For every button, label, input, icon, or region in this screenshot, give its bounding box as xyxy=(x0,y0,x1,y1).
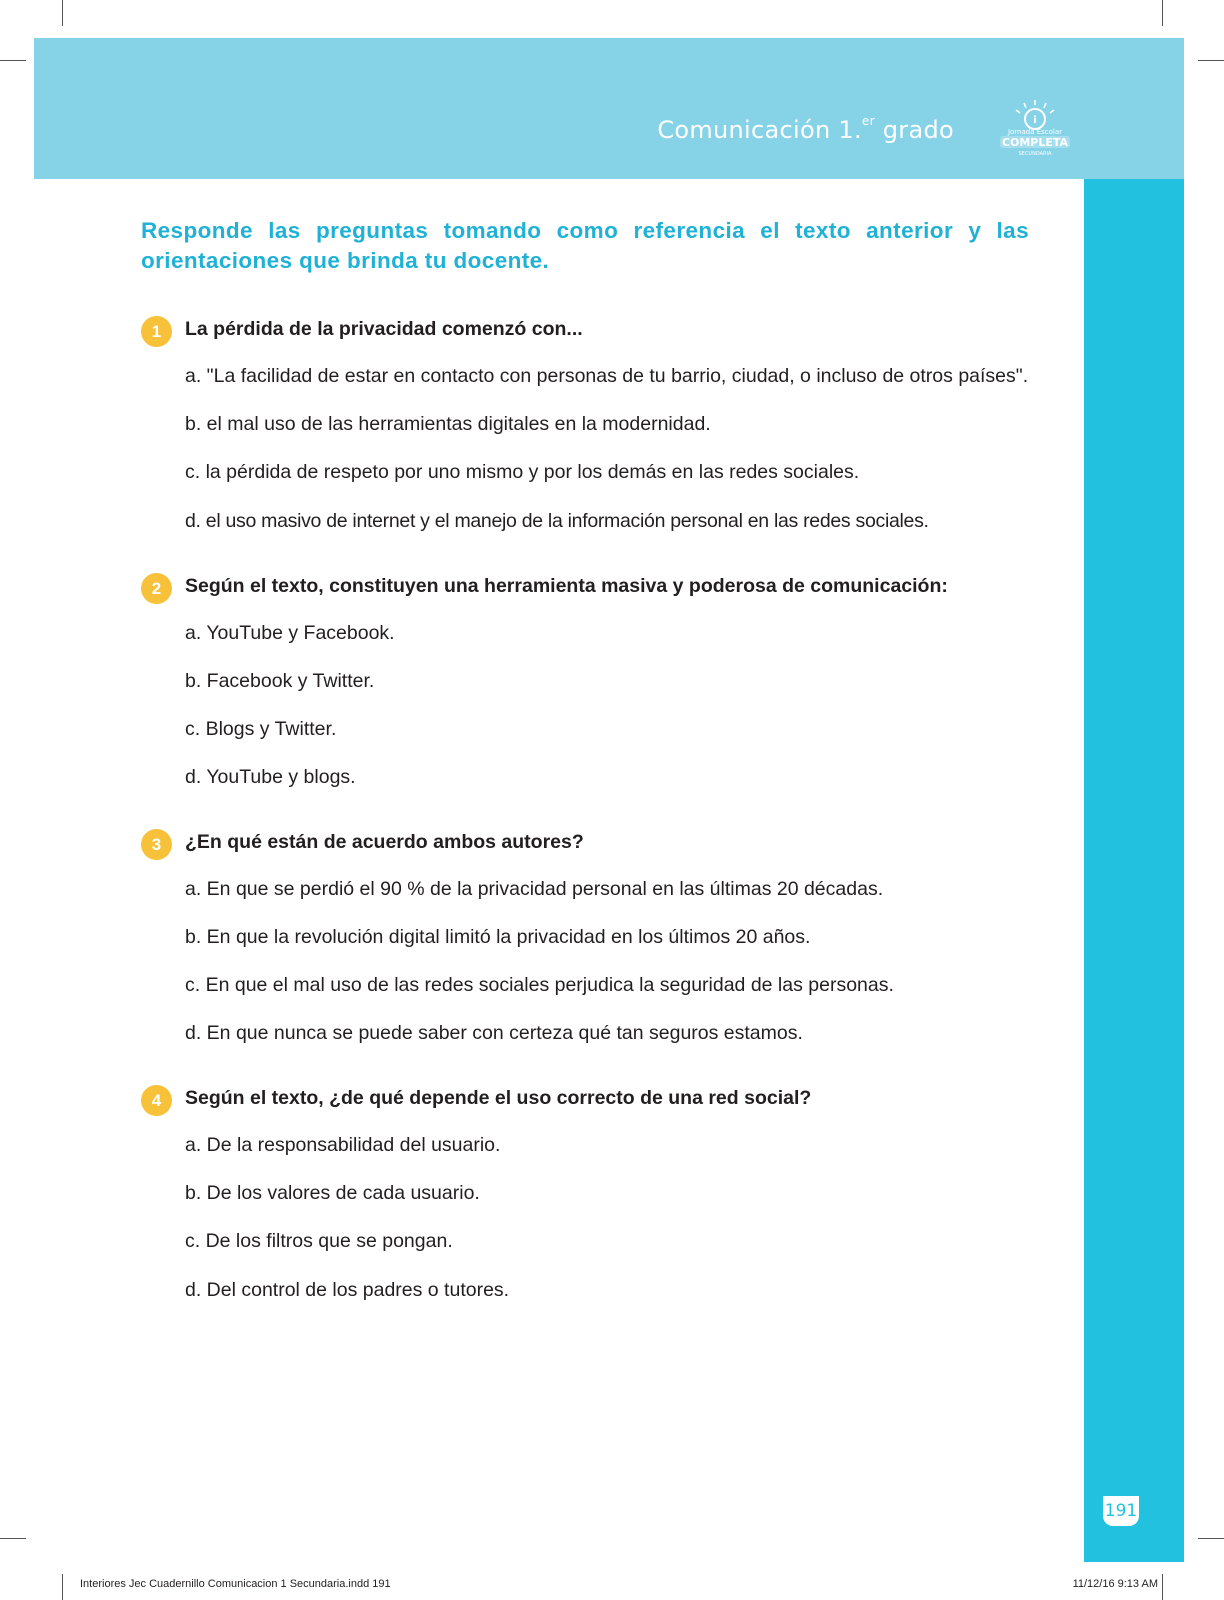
answer-option: c. la pérdida de respeto por uno mismo y por los demás en las redes sociales. xyxy=(185,461,860,483)
logo-top-text: Jornada Escolar xyxy=(1007,128,1063,136)
crop-mark xyxy=(1162,0,1163,26)
crop-mark xyxy=(1198,1538,1224,1539)
answer-option: c. Blogs y Twitter. xyxy=(185,718,337,740)
answer-option: a. YouTube y Facebook. xyxy=(185,622,395,644)
crop-mark xyxy=(62,0,63,26)
header-grade: grado xyxy=(874,116,954,144)
svg-text:i: i xyxy=(1033,115,1037,126)
header-title xyxy=(657,116,954,144)
answer-option: a. En que se perdió el 90 % de la privacidad personal en las últimas 20 décadas. xyxy=(185,878,884,900)
footer-file-name: Interiores Jec Cuadernillo Comunicacion 1 Secundaria.indd 191 xyxy=(80,1578,391,1590)
header-subject: Comunicación 1. xyxy=(657,116,862,144)
answer-option: d. Del control de los padres o tutores. xyxy=(185,1279,510,1301)
footer-datetime: 11/12/16 9:13 AM xyxy=(1072,1578,1158,1590)
answer-option: d. el uso masivo de internet y el manejo de la información personal en las redes sociales. xyxy=(185,510,929,532)
crop-mark xyxy=(0,60,26,61)
question-text: Según el texto, constituyen una herramienta masiva y poderosa de comunicación: xyxy=(185,575,948,597)
answer-option: b. Facebook y Twitter. xyxy=(185,670,375,692)
answer-option: c. De los filtros que se pongan. xyxy=(185,1230,453,1252)
crop-mark xyxy=(0,1538,26,1539)
question-text: ¿En qué están de acuerdo ambos autores? xyxy=(185,831,584,853)
question-number-badge: 2 xyxy=(141,573,172,604)
logo-main-text: COMPLETA xyxy=(1001,136,1069,149)
question-text: Según el texto, ¿de qué depende el uso correcto de una red social? xyxy=(185,1087,812,1109)
answer-option: a. "La facilidad de estar en contacto con personas de tu barrio, ciudad, o incluso de otros países". xyxy=(185,365,1029,387)
side-bar xyxy=(1084,179,1184,1562)
crop-mark xyxy=(1162,1574,1163,1600)
question-number-badge: 1 xyxy=(141,316,172,347)
answer-option: d. YouTube y blogs. xyxy=(185,766,356,788)
question-number-badge: 3 xyxy=(141,829,172,860)
answer-option: d. En que nunca se puede saber con certeza qué tan seguros estamos. xyxy=(185,1022,803,1044)
question-text: La pérdida de la privacidad comenzó con... xyxy=(185,318,583,340)
page-number: 191 xyxy=(1103,1496,1139,1526)
instruction-text: Responde las preguntas tomando como referencia el texto anterior y las orientaciones que brinda tu docente. xyxy=(141,218,1029,273)
header-superscript: er xyxy=(861,114,875,128)
logo-bottom-text: SECUNDARIA xyxy=(1018,151,1052,157)
answer-option: c. En que el mal uso de las redes sociales perjudica la seguridad de las personas. xyxy=(185,974,894,996)
answer-option: a. De la responsabilidad del usuario. xyxy=(185,1134,501,1156)
answer-option: b. De los valores de cada usuario. xyxy=(185,1182,480,1204)
crop-mark xyxy=(1198,60,1224,61)
answer-option: b. el mal uso de las herramientas digitales en la modernidad. xyxy=(185,413,711,435)
question-number-badge: 4 xyxy=(141,1085,172,1116)
answer-option: b. En que la revolución digital limitó la privacidad en los últimos 20 años. xyxy=(185,926,811,948)
jornada-escolar-completa-logo xyxy=(996,98,1074,158)
crop-mark xyxy=(62,1574,63,1600)
